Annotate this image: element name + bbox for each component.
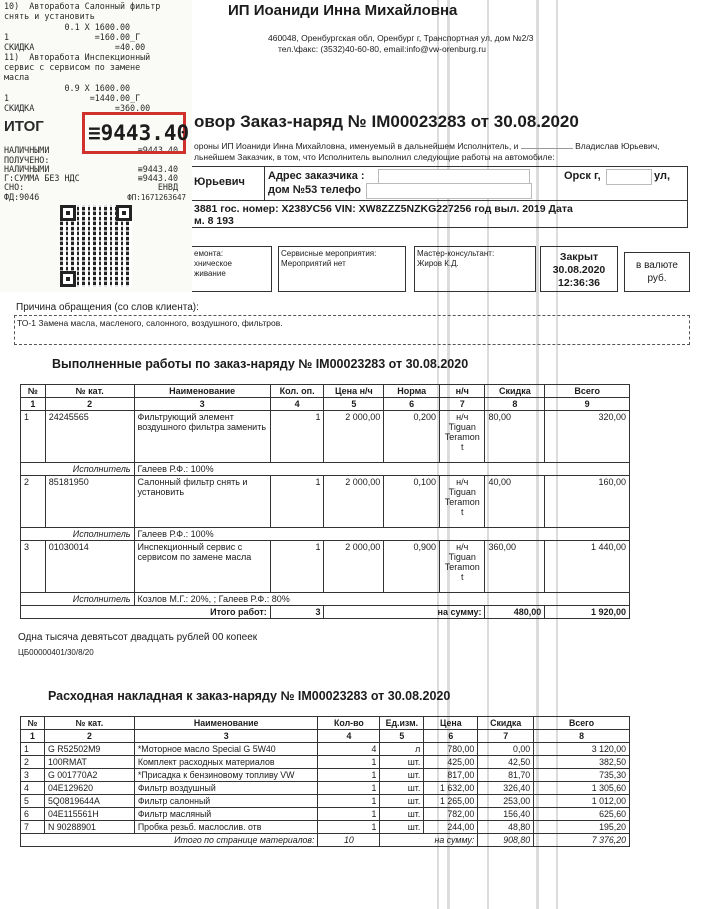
- cell-unit: л: [380, 743, 424, 756]
- cell-total: 160,00: [545, 476, 630, 528]
- receipt-line: сервис с сервисом по замене: [4, 62, 141, 72]
- cell-name: Фильтр воздушный: [134, 782, 318, 795]
- col-number: 9: [545, 398, 630, 411]
- reason-value: ТО-1 Замена масла, масленого, салонного, воздушного, фильтров.: [17, 318, 283, 328]
- cell-qty: 1: [270, 541, 324, 593]
- receipt-line: СКИДКА =360.00: [4, 103, 151, 113]
- receipt-line: 11) Авторабота Инспекционный: [4, 52, 151, 62]
- cell-disc: 156,40: [478, 808, 534, 821]
- table-row: [21, 476, 630, 528]
- service-box: [278, 246, 406, 292]
- col-header: №: [21, 717, 45, 730]
- col-header: Всего: [545, 385, 630, 398]
- col-header: Скидка: [478, 717, 534, 730]
- cell-cat: G R52502M9: [44, 743, 134, 756]
- divider: [192, 200, 688, 201]
- car-info: 3881 гос. номер: Х238УС56 VIN: XW8ZZZ5NZKG227256 год выл. 2019 Дата: [194, 203, 573, 215]
- col-number: 1: [21, 730, 45, 743]
- table-row: [21, 411, 630, 463]
- order-title: овор Заказ-наряд № IM00023283 от 30.08.2020: [194, 112, 579, 131]
- closed-time: 12:36:36: [557, 277, 601, 289]
- table-row: [21, 795, 630, 808]
- table-row: [21, 808, 630, 821]
- receipt-row-label: НАЛИЧНЫМИ: [4, 145, 50, 155]
- receipt-row-label: ФД:9046: [4, 192, 40, 202]
- table-row: [21, 743, 630, 756]
- cell-name: Фильтрующий элемент воздушного фильтра заменить: [134, 411, 270, 463]
- works-title: Выполненные работы по заказ-наряду № IM00023283 от 30.08.2020: [52, 357, 469, 371]
- receipt-total-label: ИТОГ: [4, 118, 44, 135]
- executor-row: [21, 593, 630, 606]
- total-sum: 7 376,20: [534, 834, 630, 847]
- cell-n: 1: [21, 743, 45, 756]
- col-number: 3: [134, 398, 270, 411]
- cell-price: 817,00: [424, 769, 478, 782]
- cell-disc: 360,00: [485, 541, 545, 593]
- cell-qty: 1: [270, 411, 324, 463]
- col-number: 7: [440, 398, 485, 411]
- receipt-row-label: ПОЛУЧЕНО:: [4, 155, 50, 165]
- cell-price: 2 000,00: [324, 411, 384, 463]
- cell-disc: 81,70: [478, 769, 534, 782]
- total-disc: 480,00: [485, 606, 545, 619]
- col-header: Наименование: [134, 385, 270, 398]
- cell-total: 1 440,00: [545, 541, 630, 593]
- cell-unit: шт.: [380, 756, 424, 769]
- cell-n: 7: [21, 821, 45, 834]
- col-header: н/ч: [440, 385, 485, 398]
- col-number: 5: [324, 398, 384, 411]
- receipt-line: 10) Авторабота Салонный фильтр: [4, 1, 161, 11]
- cell-unit: шт.: [380, 808, 424, 821]
- col-header: Цена: [424, 717, 478, 730]
- master-value: Жиров К.Д.: [417, 259, 459, 268]
- cell-qty: 1: [270, 476, 324, 528]
- cell-n: 3: [21, 541, 46, 593]
- cell-nh: н/ч Tiguan Teramon t: [440, 541, 485, 593]
- company-address: 460048, Оренбургская обл, Оренбург г, Транспортная ул, дом №2/3: [268, 33, 534, 43]
- repair-type-box: емонта: хническое живание: [192, 246, 272, 292]
- address-city: Орск г,: [564, 170, 601, 182]
- service-label: Сервисные мероприятия:: [281, 249, 377, 258]
- cell-cat: 5Q0819644A: [44, 795, 134, 808]
- total-label: Итого работ:: [21, 606, 271, 619]
- amount-in-words: Одна тысяча девятьсот двадцать рублей 00 копеек: [18, 632, 258, 643]
- cell-qty: 1: [318, 821, 380, 834]
- table-row: [21, 756, 630, 769]
- cell-nh: н/ч Tiguan Teramon t: [440, 411, 485, 463]
- cell-total: 320,00: [545, 411, 630, 463]
- table-number-row: [21, 398, 630, 411]
- receipt-line: 1 =160.00_Г: [4, 32, 141, 42]
- receipt-line: 0.9 X 1600.00: [4, 83, 131, 93]
- cell-total: 382,50: [534, 756, 630, 769]
- col-header: Ед.изм.: [380, 717, 424, 730]
- cell-cat: 100RMAT: [44, 756, 134, 769]
- currency-value: руб.: [647, 273, 667, 284]
- redacted-area: [366, 183, 532, 199]
- master-label: Мастер-консультант:: [417, 249, 495, 258]
- table-row: [21, 769, 630, 782]
- receipt-row-value: ≡9443.40: [137, 145, 178, 155]
- currency-label: в валюте: [636, 260, 678, 271]
- cell-n: 4: [21, 782, 45, 795]
- cell-name: *Присадка к бензиновому топливу VW: [134, 769, 318, 782]
- currency-box: [624, 252, 690, 292]
- address-label: Адрес заказчика :: [268, 170, 365, 182]
- cell-disc: 0,00: [478, 743, 534, 756]
- cell-price: 782,00: [424, 808, 478, 821]
- receipt-line: снять и установить: [4, 11, 95, 21]
- cell-cat: 04E129620: [44, 782, 134, 795]
- cell-name: Пробка резьб. маслослив. отв: [134, 821, 318, 834]
- intro-text: ороны ИП Иоаниди Инна Михайловна, именуемый в дальнейшем Исполнитель, и: [194, 141, 519, 151]
- cell-qty: 1: [318, 795, 380, 808]
- receipt-row-label: СНО:: [4, 182, 25, 192]
- total-label: Итого по странице материалов:: [21, 834, 318, 847]
- service-value: Мероприятий нет: [281, 259, 346, 268]
- sum-label: на сумму:: [324, 606, 485, 619]
- cell-price: 1 632,00: [424, 782, 478, 795]
- executor-value: Галеев Р.Ф.: 100%: [134, 528, 629, 541]
- executor-value: Галеев Р.Ф.: 100%: [134, 463, 629, 476]
- address-street: ул,: [654, 170, 671, 182]
- cell-cat: 01030014: [45, 541, 134, 593]
- executor-label: Исполнитель: [21, 528, 135, 541]
- cell-name: Фильтр масляный: [134, 808, 318, 821]
- table-number-row: [21, 730, 630, 743]
- cell-unit: шт.: [380, 795, 424, 808]
- reason-label: Причина обращения (со слов клиента):: [16, 302, 199, 313]
- receipt-row-value: ≡9443.40: [137, 173, 178, 183]
- cell-n: 5: [21, 795, 45, 808]
- col-number: 6: [424, 730, 478, 743]
- cell-qty: 1: [318, 756, 380, 769]
- table-header-row: [21, 385, 630, 398]
- materials-table: [20, 716, 630, 847]
- cell-n: 1: [21, 411, 46, 463]
- closed-label: Закрыт: [559, 251, 599, 263]
- cell-n: 2: [21, 756, 45, 769]
- col-number: 8: [534, 730, 630, 743]
- cell-name: Инспекционный сервис с сервисом по замене масла: [134, 541, 270, 593]
- car-mileage: м. 8 193: [194, 215, 234, 227]
- cell-cat: 24245565: [45, 411, 134, 463]
- closed-box: [540, 246, 618, 292]
- receipt-line: масла: [4, 72, 30, 82]
- col-header: Кол-во: [318, 717, 380, 730]
- cell-norm: 0,100: [384, 476, 440, 528]
- cell-total: 3 120,00: [534, 743, 630, 756]
- cell-cat: 04E115561H: [44, 808, 134, 821]
- cell-total: 1 012,00: [534, 795, 630, 808]
- cell-total: 195,20: [534, 821, 630, 834]
- cell-disc: 42,50: [478, 756, 534, 769]
- cell-price: 425,00: [424, 756, 478, 769]
- cell-disc: 253,00: [478, 795, 534, 808]
- intro-text: Владислав Юрьевич,: [575, 141, 660, 151]
- receipt-row-value: ≡9443.40: [137, 164, 178, 174]
- executor-row: [21, 528, 630, 541]
- works-table: [20, 384, 630, 619]
- col-header: №: [21, 385, 46, 398]
- master-box: [414, 246, 536, 292]
- cell-total: 625,60: [534, 808, 630, 821]
- receipt-total-value: ≡9443.40: [88, 121, 190, 145]
- receipt-row-value: ФП:1671263647: [127, 193, 186, 202]
- col-number: 7: [478, 730, 534, 743]
- col-header: Наименование: [134, 717, 318, 730]
- col-number: 2: [44, 730, 134, 743]
- company-name: ИП Иоаниди Инна Михайловна: [228, 2, 458, 19]
- cell-qty: 1: [318, 769, 380, 782]
- col-number: 4: [318, 730, 380, 743]
- cell-unit: шт.: [380, 782, 424, 795]
- total-disc: 908,80: [478, 834, 534, 847]
- document-code: ЦБ00000401/30/8/20: [18, 648, 94, 657]
- col-number: 2: [45, 398, 134, 411]
- col-number: 1: [21, 398, 46, 411]
- cell-nh: н/ч Tiguan Teramon t: [440, 476, 485, 528]
- order-intro: [194, 140, 694, 163]
- receipt-row-label: НАЛИЧНЫМИ: [4, 164, 50, 174]
- col-number: 4: [270, 398, 324, 411]
- cell-cat: 85181950: [45, 476, 134, 528]
- executor-label: Исполнитель: [21, 463, 135, 476]
- cell-disc: 40,00: [485, 476, 545, 528]
- executor-label: Исполнитель: [21, 593, 135, 606]
- totals-row: [21, 834, 630, 847]
- closed-date: 30.08.2020: [552, 264, 606, 276]
- company-contacts: тел.\факс: (3532)40-60-80, email:info@vw-orenburg.ru: [278, 44, 486, 54]
- col-header: Всего: [534, 717, 630, 730]
- cell-cat: G 001770A2: [44, 769, 134, 782]
- cell-qty: 4: [318, 743, 380, 756]
- materials-title: Расходная накладная к заказ-наряду № IM00023283 от 30.08.2020: [48, 689, 451, 703]
- receipt-line: 1 =1440.00_Г: [4, 93, 141, 103]
- customer-name: Юрьевич: [194, 176, 245, 188]
- reason-box: [14, 315, 690, 345]
- cell-n: 2: [21, 476, 46, 528]
- cell-price: 780,00: [424, 743, 478, 756]
- cell-price: 244,00: [424, 821, 478, 834]
- col-header: Кол. оп.: [270, 385, 324, 398]
- cell-n: 3: [21, 769, 45, 782]
- cell-name: Фильтр салонный: [134, 795, 318, 808]
- table-row: [21, 821, 630, 834]
- receipt-row-value: ЕНВД: [157, 182, 178, 192]
- cell-unit: шт.: [380, 769, 424, 782]
- cell-norm: 0,900: [384, 541, 440, 593]
- col-header: № кат.: [45, 385, 134, 398]
- cell-qty: 1: [318, 808, 380, 821]
- receipt-line: 0.1 X 1600.00: [4, 22, 131, 32]
- cell-qty: 1: [318, 782, 380, 795]
- address-house: дом №53 телефо: [268, 184, 361, 196]
- cell-price: 1 265,00: [424, 795, 478, 808]
- table-row: [21, 782, 630, 795]
- cell-disc: 48,80: [478, 821, 534, 834]
- col-number: 3: [134, 730, 318, 743]
- sum-label: на сумму:: [380, 834, 478, 847]
- table-header-row: [21, 717, 630, 730]
- col-number: 8: [485, 398, 545, 411]
- col-number: 5: [380, 730, 424, 743]
- col-header: № кат.: [44, 717, 134, 730]
- cell-unit: шт.: [380, 821, 424, 834]
- table-row: [21, 541, 630, 593]
- executor-row: [21, 463, 630, 476]
- qr-code-icon: [60, 205, 132, 287]
- cell-norm: 0,200: [384, 411, 440, 463]
- total-qty: 3: [270, 606, 324, 619]
- redacted-area: [606, 169, 652, 185]
- totals-row: [21, 606, 630, 619]
- intro-text: льнейшем Заказчик, в том, что Исполнитель выполнил следующие работы на автомобиле:: [194, 152, 555, 162]
- cell-name: Салонный фильтр снять и установить: [134, 476, 270, 528]
- receipt-row-label: Г:СУММА БЕЗ НДС: [4, 173, 80, 183]
- total-sum: 1 920,00: [545, 606, 630, 619]
- cell-total: 1 305,60: [534, 782, 630, 795]
- divider: [264, 166, 265, 200]
- cell-name: Комплект расходных материалов: [134, 756, 318, 769]
- cell-price: 2 000,00: [324, 476, 384, 528]
- cell-disc: 326,40: [478, 782, 534, 795]
- cell-n: 6: [21, 808, 45, 821]
- receipt-line: СКИДКА =40.00: [4, 42, 146, 52]
- cell-cat: N 90288901: [44, 821, 134, 834]
- total-qty: 10: [318, 834, 380, 847]
- col-header: Цена н/ч: [324, 385, 384, 398]
- cell-disc: 80,00: [485, 411, 545, 463]
- cell-price: 2 000,00: [324, 541, 384, 593]
- executor-value: Козлов М.Г.: 20%, ; Галеев Р.Ф.: 80%: [134, 593, 629, 606]
- col-number: 6: [384, 398, 440, 411]
- cell-name: *Моторное масло Special G 5W40: [134, 743, 318, 756]
- cell-total: 735,30: [534, 769, 630, 782]
- col-header: Скидка: [485, 385, 545, 398]
- col-header: Норма: [384, 385, 440, 398]
